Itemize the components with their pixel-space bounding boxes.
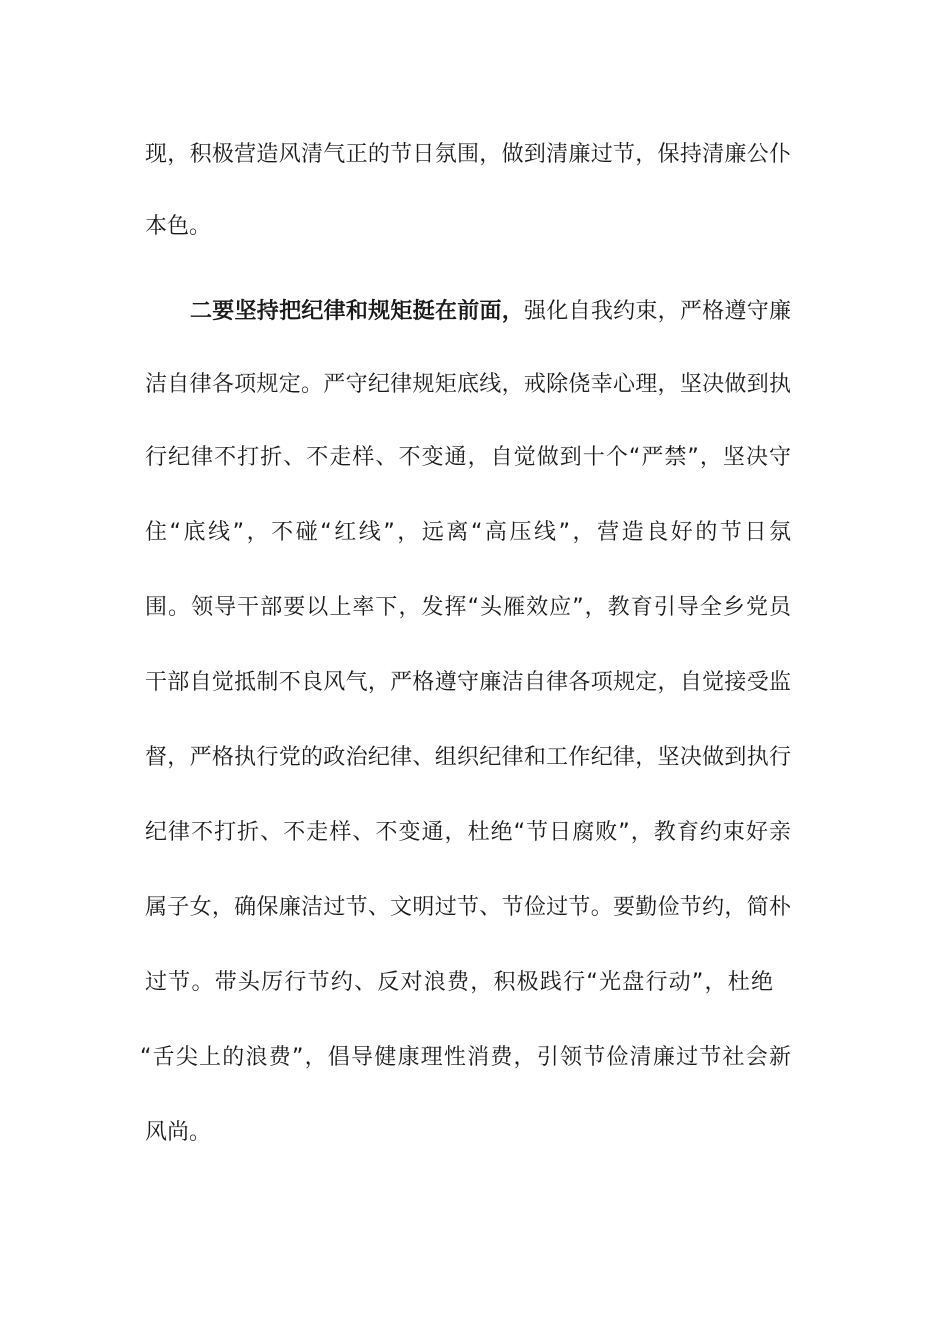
- paragraph-2-line-12: 风尚。: [145, 1120, 212, 1145]
- paragraph-2-line-8: 纪律不打折、不走样、不变通，杜绝“节日腐败”，教育约束好亲: [145, 820, 791, 845]
- paragraph-1-line-1: 现，积极营造风清气正的节日氛围，做到清廉过节，保持清廉公仆: [145, 142, 791, 167]
- paragraph-2-line-7: 督，严格执行党的政治纪律、组织纪律和工作纪律，坚决做到执行: [145, 745, 791, 770]
- paragraph-2-lead-heading: 二要坚持把纪律和规矩挺在前面，: [190, 299, 525, 324]
- paragraph-2-line-3: 行纪律不打折、不走样、不变通，自觉做到十个“严禁”，坚决守: [145, 445, 791, 470]
- paragraph-2-lead-text: 强化自我约束，严格遵守廉: [524, 299, 791, 324]
- paragraph-1-line-2: 本色。: [145, 214, 212, 239]
- paragraph-2-line-10: 过节。带头厉行节约、反对浪费，积极践行“光盘行动”，杜绝: [145, 970, 773, 995]
- paragraph-2-line-6: 干部自觉抵制不良风气，严格遵守廉洁自律各项规定，自觉接受监: [145, 670, 791, 695]
- paragraph-2-line-9: 属子女，确保廉洁过节、文明过节、节俭过节。要勤俭节约，简朴: [145, 895, 791, 920]
- paragraph-2-line-1: [190, 297, 791, 327]
- paragraph-2-line-5: 围。领导干部要以上率下，发挥“头雁效应”，教育引导全乡党员: [145, 595, 791, 620]
- paragraph-2-line-4: 住“底线”，不碰“红线”，远离“高压线”，营造良好的节日氛: [145, 520, 791, 545]
- paragraph-2-line-11: “舌尖上的浪费”，倡导健康理性消费，引领节俭清廉过节社会新: [140, 1045, 791, 1070]
- paragraph-2-line-2: 洁自律各项规定。严守纪律规矩底线，戒除侥幸心理，坚决做到执: [145, 372, 791, 397]
